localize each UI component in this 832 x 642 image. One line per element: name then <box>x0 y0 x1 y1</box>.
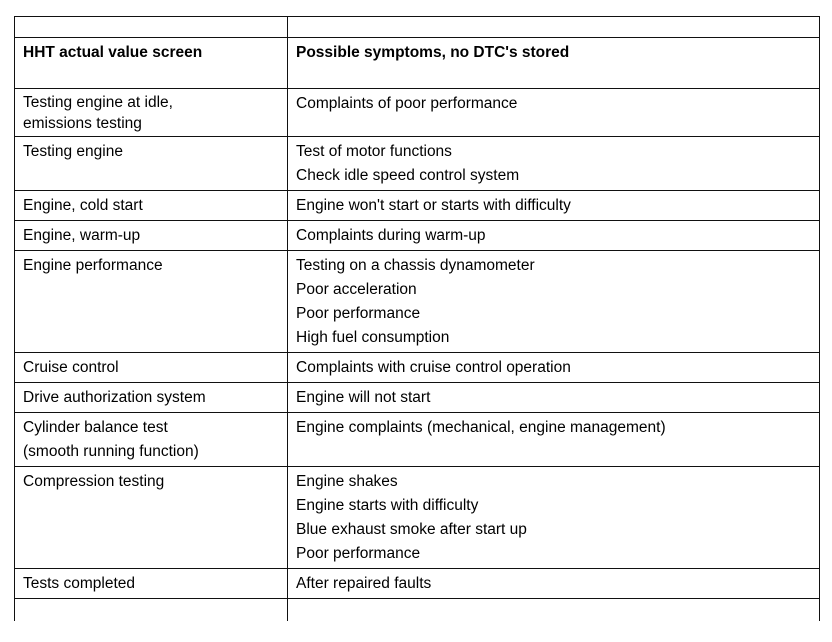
symptom-text: Engine starts with difficulty <box>296 497 479 514</box>
table-cell <box>15 17 288 38</box>
table-row <box>15 569 820 599</box>
table-blank-top-row <box>15 17 820 38</box>
screen-cell <box>15 467 288 569</box>
symptom-text: Complaints with cruise control operation <box>296 359 571 376</box>
screen-cell <box>15 221 288 251</box>
symptom-text: Complaints of poor performance <box>296 95 518 112</box>
symptom-cell <box>288 191 820 221</box>
symptom-text: High fuel consumption <box>296 329 450 346</box>
symptom-cell <box>288 413 820 467</box>
screen-cell <box>15 383 288 413</box>
table-cell <box>288 17 820 38</box>
symptom-text: Poor performance <box>296 545 421 562</box>
symptom-cell <box>288 569 820 599</box>
table-row <box>15 467 820 569</box>
header-possible-symptoms: Possible symptoms, no DTC's stored <box>288 38 820 89</box>
symptom-text: Blue exhaust smoke after start up <box>296 521 527 538</box>
symptom-table <box>14 16 820 621</box>
screen-text: Cruise control <box>23 359 119 376</box>
table-cell <box>15 599 288 622</box>
screen-cell <box>15 353 288 383</box>
symptom-text: Engine won't start or starts with difficulty <box>296 197 571 214</box>
table-row <box>15 413 820 467</box>
screen-text: Testing engine <box>23 143 123 160</box>
symptom-text: Engine complaints (mechanical, engine management) <box>296 419 666 436</box>
symptom-text: Engine will not start <box>296 389 431 406</box>
table-cell <box>288 599 820 622</box>
table-blank-bottom-row <box>15 599 820 622</box>
symptom-text: Check idle speed control system <box>296 167 520 184</box>
symptom-cell <box>288 137 820 191</box>
symptom-cell <box>288 353 820 383</box>
table-row <box>15 137 820 191</box>
symptom-cell <box>288 221 820 251</box>
symptom-cell <box>288 383 820 413</box>
screen-text: Cylinder balance test <box>23 419 168 436</box>
symptom-cell <box>288 251 820 353</box>
table-row <box>15 383 820 413</box>
header-hht-actual-value-screen: HHT actual value screen <box>15 38 288 89</box>
table-row <box>15 191 820 221</box>
screen-cell <box>15 569 288 599</box>
table-row <box>15 221 820 251</box>
symptom-text: Poor acceleration <box>296 281 417 298</box>
screen-cell <box>15 251 288 353</box>
screen-cell <box>15 191 288 221</box>
symptom-text: Test of motor functions <box>296 143 452 160</box>
symptom-text: After repaired faults <box>296 575 432 592</box>
table-row <box>15 353 820 383</box>
screen-cell <box>15 89 288 137</box>
symptom-cell <box>288 89 820 137</box>
table-row <box>15 251 820 353</box>
screen-text: Compression testing <box>23 473 165 490</box>
table-header-row <box>15 38 820 89</box>
screen-text: Engine, warm-up <box>23 227 141 244</box>
screen-text: (smooth running function) <box>23 443 199 460</box>
screen-text: Engine, cold start <box>23 197 143 214</box>
screen-text: Engine performance <box>23 257 163 274</box>
screen-text: Drive authorization system <box>23 389 206 406</box>
symptom-text: Testing on a chassis dynamometer <box>296 257 535 274</box>
screen-cell <box>15 137 288 191</box>
symptom-cell <box>288 467 820 569</box>
table-row <box>15 89 820 137</box>
screen-text: Testing engine at idle, <box>23 94 173 111</box>
screen-text: Tests completed <box>23 575 135 592</box>
symptom-text: Poor performance <box>296 305 421 322</box>
screen-text: emissions testing <box>23 115 142 132</box>
screen-cell <box>15 413 288 467</box>
symptom-text: Complaints during warm-up <box>296 227 486 244</box>
symptom-text: Engine shakes <box>296 473 398 490</box>
